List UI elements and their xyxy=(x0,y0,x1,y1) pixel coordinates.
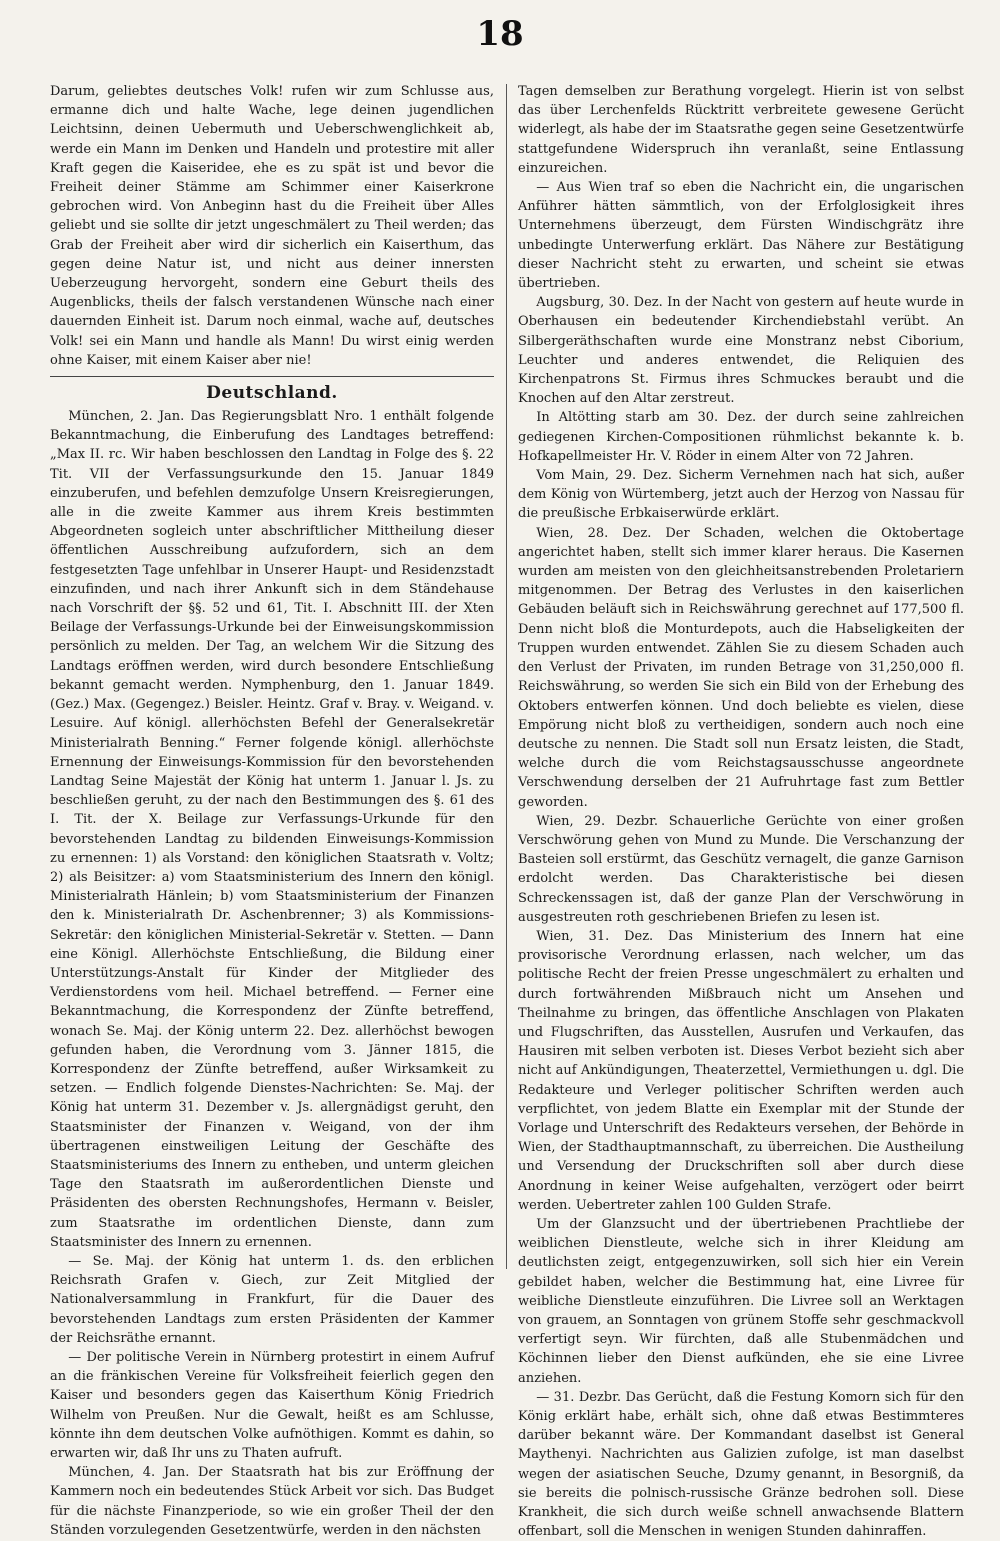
article-paragraph: — Se. Maj. der König hat unterm 1. ds. den erblichen Reichsrath Grafen v. Giech, zur Zeit Mitglied der Nationalversammlung in Frankfurt, für die Dauer des bevorstehenden Landtags zum ersten Präsidenten der Kammer der Reichsräthe ernannt. xyxy=(50,1253,494,1346)
article-paragraph: Wien, 29. Dezbr. Schauerliche Gerüchte von einer großen Verschwörung gehen von Mund zu Munde. Die Verschanzung der Basteien soll erstürmt, das Geschütz vernagelt, die ganze Garnison erdolcht werden. Das Charakteristische bei diesen Schreckenssagen ist, daß der ganze Plan der Verschwörung in ausgestreuten roth geschriebenen Briefen zu lesen ist. xyxy=(518,813,964,925)
right-column xyxy=(518,82,964,1541)
article-paragraph: Augsburg, 30. Dez. In der Nacht von gestern auf heute wurde in Oberhausen ein bedeutender Kirchendiebstahl verübt. An Silbergeräthschaften wurde eine Monstranz nebst Ciborium, Leuchter und anderes entwendet, die Reliquien des Kirchenpatrons St. Firmus ihres Schmuckes beraubt und die Knochen auf den Altar zerstreut. xyxy=(518,295,964,407)
article-paragraph: Wien, 31. Dez. Das Ministerium des Innern hat eine provisorische Verordnung erlassen, nach welcher, um das politische Recht der freien Presse ungeschmälert zu erhalten und durch fortwährenden Mißbrauch nicht um Ansehen und Theilnahme zu bringen, das öffentliche Anschlagen von Plakaten und Flugschriften, das Ausstellen, Ausrufen und Verkaufen, das Hausiren mit selben verboten ist. Dieses Verbot bezieht sich aber nicht auf Ankündigungen, Theaterzettel, Vermiethungen u. dgl. Die Redakteure und Verleger politischer Schriften werden auch verpflichtet, von jedem Blatte ein Exemplar mit der Stunde der Vorlage und Unterschrift des Redakteurs versehen, der Behörde in Wien, der Stadthauptmannschaft, zu überreichen. Die Austheilung und Versendung der Druckschriften soll aber durch diese Anordnung in keiner Weise aufgehalten, verzögert oder beirrt werden. Uebertreter zahlen 100 Gulden Strafe. xyxy=(518,928,964,1213)
article-paragraph: Tagen demselben zur Berathung vorgelegt. Hierin ist von selbst das über Lerchenfelds Rücktritt verbreitete gewesene Gerücht widerlegt, als habe der im Staatsrathe gegen seine Gesetzentwürfe stattgefundene Widerspruch ihn veranlaßt, seine Entlassung einzureichen. xyxy=(518,84,964,176)
article-paragraph: München, 4. Jan. Der Staatsrath hat bis zur Eröffnung der Kammern noch ein bedeutendes Stück Arbeit vor sich. Das Budget für die nächste Finanzperiode, so wie ein großer Theil der den Ständen vorzulegenden Gesetzentwürfe, werden in den nächsten xyxy=(50,1465,494,1538)
article-paragraph: — Der politische Verein in Nürnberg protestirt in einem Aufruf an die fränkischen Vereine für Volksfreiheit feierlich gegen den Kaiser und besonders gegen das Kaiserthum König Friedrich Wilhelm von Preußen. Nur die Gewalt, heißt es am Schlusse, könnte ihn dem deutschen Volke aufnöthigen. Kommt es dahin, so erwarten wir, daß Ihr uns zu Thaten aufruft. xyxy=(50,1350,494,1462)
article-paragraph: Um der Glanzsucht und der übertriebenen Prachtliebe der weiblichen Dienstleute, welche sich in ihrer Kleidung am deutlichsten zeigt, entgegenzuwirken, soll sich hier ein Verein gebildet haben, welcher die Bestimmung hat, eine Livree für weibliche Dienstleute einzuführen. Die Livree soll an Werktagen von grauem, an Sonntagen von grünem Stoffe sehr geschmackvoll verfertigt seyn. Wir fürchten, daß alle Stubenmädchen und Köchinnen lieber den Dienst aufkünden, ehe sie eine Livree anziehen. xyxy=(518,1216,964,1386)
left-column xyxy=(50,82,494,1540)
article-paragraph: München, 2. Jan. Das Regierungsblatt Nro. 1 enthält folgende Bekanntmachung, die Einberufung des Landtages betreffend: „Max II. rc. Wir haben beschlossen den Landtag in Folge des §. 22 Tit. VII der Verfassungsurkunde den 15. Januar 1849 einzuberufen, und befehlen demzufolge Unsern Kreisregierungen, alle in die zweite Kammer aus ihrem Kreis bestimmten Abgeordneten sogleich unter abschriftlicher Mittheilung dieser öffentlichen Ausschreibung aufzufordern, sich an dem festgesetzten Tage unfehlbar in Unserer Haupt- und Residenzstadt einzufinden, und nach ihrer Ankunft sich in dem Ständehause nach Vorschrift der §§. 52 und 61, Tit. I. Abschnitt III. der Xten Beilage der Verfassungs-Urkunde bei der Einweisungskommission persönlich zu melden. Der Tag, an welchem Wir die Sitzung des Landtags eröffnen werden, wird durch besondere Entschließung bekannt gemacht werden. Nymphenburg, den 1. Januar 1849. (Gez.) Max. (Gegengez.) Beisler. Heintz. Graf v. Bray. v. Weigand. v. Lesuire. Auf königl. allerhöchsten Befehl der Generalsekretär Ministerialrath Benning.“ Ferner folgende königl. allerhöchste Ernennung der Einweisungs-Kommission für den bevorstehenden Landtag Seine Majestät der König hat unterm 1. Januar l. Js. zu beschließen geruht, zu der nach den Bestimmungen des §. 61 des I. Tit. der X. Beilage zur Verfassungs-Urkunde für den bevorstehenden Landtag zu bildenden Einweisungs-Kommission zu ernennen: 1) als Vorstand: den königlichen Staatsrath v. Voltz; 2) als Beisitzer: a) vom Staatsministerium des Innern den königl. Ministerialrath Hänlein; b) vom Staatsministerium der Finanzen den k. Ministerialrath Dr. Aschenbrenner; 3) als Kommissions-Sekretär: den königlichen Ministerial-Sekretär v. Stetten. — Dann eine Königl. Allerhöchste Entschließung, die Bildung einer Unterstützungs-Anstalt für Kinder der Mitglieder des Verdienstordens vom heil. Michael betreffend. — Ferner eine Bekanntmachung, die Korrespondenz der Zünfte betreffend, wonach Se. Maj. der König unterm 22. Dez. allerhöchst bewogen gefunden haben, die Verordnung vom 3. Jänner 1815, die Korrespondenz der Zünfte betreffend, außer Wirksamkeit zu setzen. — Endlich folgende Dienstes-Nachrichten: Se. Maj. der König hat unterm 31. Dezember v. Js. allergnädigst geruht, den Staatsminister der Finanzen v. Weigand, von der ihm übertragenen einstweiligen Leitung der Geschäfte des Staatsministeriums des Innern zu entheben, und unterm gleichen Tage den Staatsrath im außerordentlichen Dienste und Präsidenten des obersten Rechnungshofes, Hermann v. Beisler, zum Staatsrathe im ordentlichen Dienste, dann zum Staatsminister des Innern zu ernennen. xyxy=(50,409,494,1250)
page-number: 18 xyxy=(476,14,524,54)
intro-paragraph: Darum, geliebtes deutsches Volk! rufen wir zum Schlusse aus, ermanne dich und halte Wache, lege deinen jugendlichen Leichtsinn, deinen Uebermuth und Ueberschwenglichkeit ab, werde ein Mann im Denken und Handeln und protestire mit aller Kraft gegen die Kaiseridee, ehe es zu spät ist und bevor die Freiheit deiner Stämme am Schimmer einer Kaiserkrone gebrochen wird. Von Anbeginn hast du die Freiheit über Alles geliebt und sie sollte dir jetzt ungeschmälert zu Theil werden; das Grab der Freiheit aber wird dir sicherlich ein Kaiserthum, das gegen deine Natur ist, und nicht aus deiner innersten Ueberzeugung hervorgeht, sondern eine Geburt theils des Augenblicks, theils der falsch verstandenen Wünsche nach einer dauernden Einheit ist. Darum noch einmal, wache auf, deutsches Volk! sei ein Mann und handle als Mann! Du wirst einig werden ohne Kaiser, mit einem Kaiser aber nie! xyxy=(50,84,494,368)
article-paragraph: — 31. Dezbr. Das Gerücht, daß die Festung Komorn sich für den König erklärt habe, erhält sich, ohne daß etwas Bestimmteres darüber bekannt wäre. Der Kommandant daselbst ist General Maythenyi. Nachrichten aus Galizien zufolge, ist man daselbst wegen der asiatischen Seuche, Dzumy genannt, in Besorgniß, da sie bereits die polnisch-russische Gränze bedrohen soll. Diese Krankheit, die sich durch weiße schnell anwachsende Blattern offenbart, soll die Menschen in wenigen Stunden dahinraffen. xyxy=(518,1389,964,1540)
column-divider xyxy=(506,84,507,1269)
article-paragraph: In Altötting starb am 30. Dez. der durch seine zahlreichen gediegenen Kirchen-Compositionen rühmlichst bekannte k. b. Hofkapellmeister Hr. V. Röder in einem Alter von 72 Jahren. xyxy=(518,410,964,464)
article-paragraph: Vom Main, 29. Dez. Sicherm Vernehmen nach hat sich, außer dem König von Würtemberg, jetzt auch der Herzog von Nassau für die preußische Erbkaiserwürde erklärt. xyxy=(518,468,964,522)
article-paragraph: Wien, 28. Dez. Der Schaden, welchen die Oktobertage angerichtet haben, stellt sich immer klarer heraus. Die Kasernen wurden am meisten von den gleichheitsanstrebenden Proletariern mitgenommen. Der Betrag des Verlustes in den kaiserlichen Gebäuden beläuft sich in Reichswährung gerechnet auf 177,500 fl. Denn nicht bloß die Monturdepots, auch die Habseligkeiten der Truppen wurden entwendet. Zählen Sie zu diesem Schaden auch den Verlust der Privaten, im runden Betrage von 31,250,000 fl. Reichswährung, so werden Sie sich ein Bild von der Erhebung des Oktobers entwerfen können. Und doch beliebte es vielen, diese Empörung nicht bloß zu vertheidigen, sondern auch noch eine deutsche zu nennen. Die Stadt soll nun Ersatz leisten, die Stadt, welche durch die vom Reichstagsausschusse angeordnete Verschwendung derselben der 21 Aufruhrtage fast zum Bettler geworden. xyxy=(518,525,964,810)
article-paragraph: — Aus Wien traf so eben die Nachricht ein, die ungarischen Anführer hätten sämmtlich, von der Erfolglosigkeit ihres Unternehmens überzeugt, dem Fürsten Windischgrätz ihre unbedingte Unterwerfung erklärt. Das Nähere zur Bestätigung dieser Nachricht steht zu erwarten, und scheint sie etwas übertrieben. xyxy=(518,180,964,292)
section-heading: Deutschland. xyxy=(206,383,338,404)
section-divider xyxy=(50,376,494,377)
